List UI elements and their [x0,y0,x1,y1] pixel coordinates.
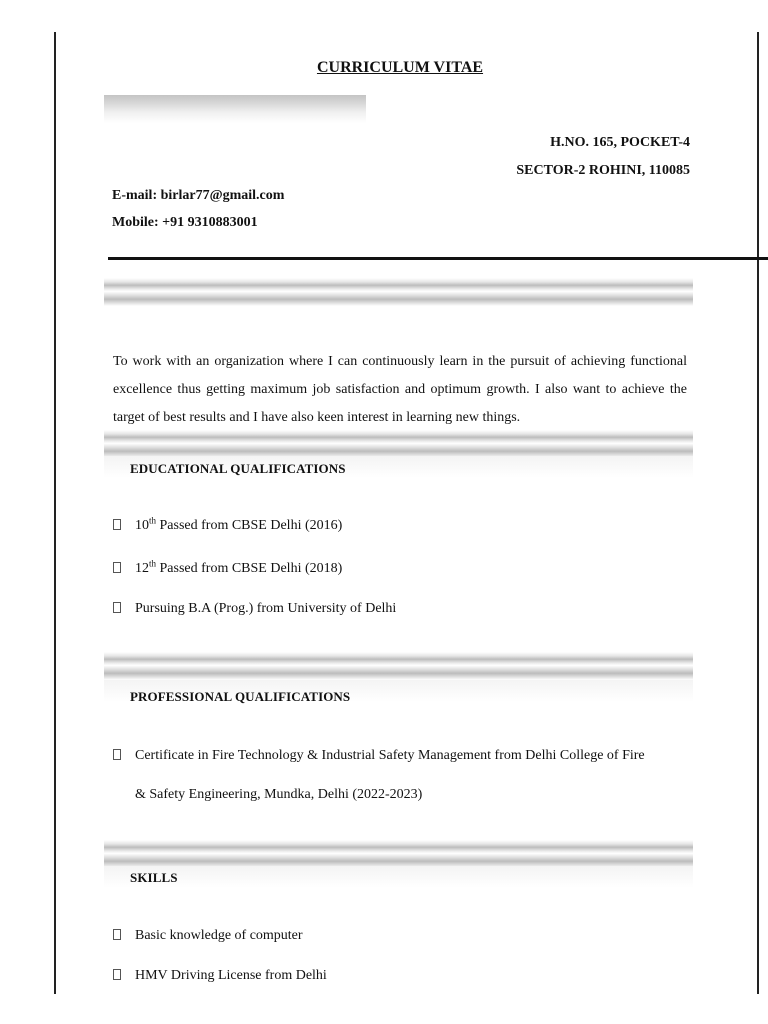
name-banner-bar [104,95,366,123]
skills-section-shade [104,866,693,888]
professional-item-text: Certificate in Fire Technology & Industrial Safety Management from Delhi College of Fire [135,748,645,763]
education-item-text: Passed from CBSE Delhi (2016) [156,518,343,533]
objective-paragraph: To work with an organization where I can continuously learn in the pursuit of achieving functional excellence thus getting maximum job satisfaction and optimum growth. I also want to achieve the target of best results and I have also keen interest in learning new things. [113,354,687,425]
education-item [113,601,396,617]
bullet-square-icon [113,929,121,940]
email-text: E-mail: birlar77@gmail.com [112,188,285,203]
skill-item-text: Basic knowledge of computer [135,928,303,943]
education-item-number: 10 [135,518,149,533]
professional-item [113,748,645,764]
bullet-square-icon [113,519,121,530]
page-border-left [54,32,56,994]
education-item [113,515,343,534]
bullet-square-icon [113,562,121,573]
address-line-1: H.NO. 165, POCKET-4 [550,135,690,150]
document-title: CURRICULUM VITAE [316,59,484,76]
professional-heading: PROFESSIONAL QUALIFICATIONS [130,689,351,704]
page-border-right [757,32,759,994]
education-item [113,558,343,577]
education-item-text: Passed from CBSE Delhi (2018) [156,561,343,576]
education-item-suffix: th [149,558,157,569]
bullet-square-icon [113,969,121,980]
address-line-2: SECTOR-2 ROHINI, 110085 [516,163,690,178]
education-item-number: 12 [135,561,149,576]
education-heading: EDUCATIONAL QUALIFICATIONS [130,461,346,476]
professional-item-continuation: & Safety Engineering, Mundka, Delhi (2022-2023) [135,787,423,802]
objective-section-bar [104,278,693,306]
professional-section-bar [104,652,693,680]
skills-section-bar [104,840,693,868]
bullet-square-icon [113,749,121,760]
education-section-bar [104,430,693,458]
skill-item [113,928,303,944]
bullet-square-icon [113,602,121,613]
education-item-text: Pursuing B.A (Prog.) from University of Delhi [135,601,397,616]
education-item-suffix: th [149,515,157,526]
skill-item [113,968,327,984]
skills-heading: SKILLS [130,870,178,885]
skill-item-text: HMV Driving License from Delhi [135,968,327,983]
header-divider [108,257,768,260]
mobile-text: Mobile: +91 9310883001 [112,215,258,230]
